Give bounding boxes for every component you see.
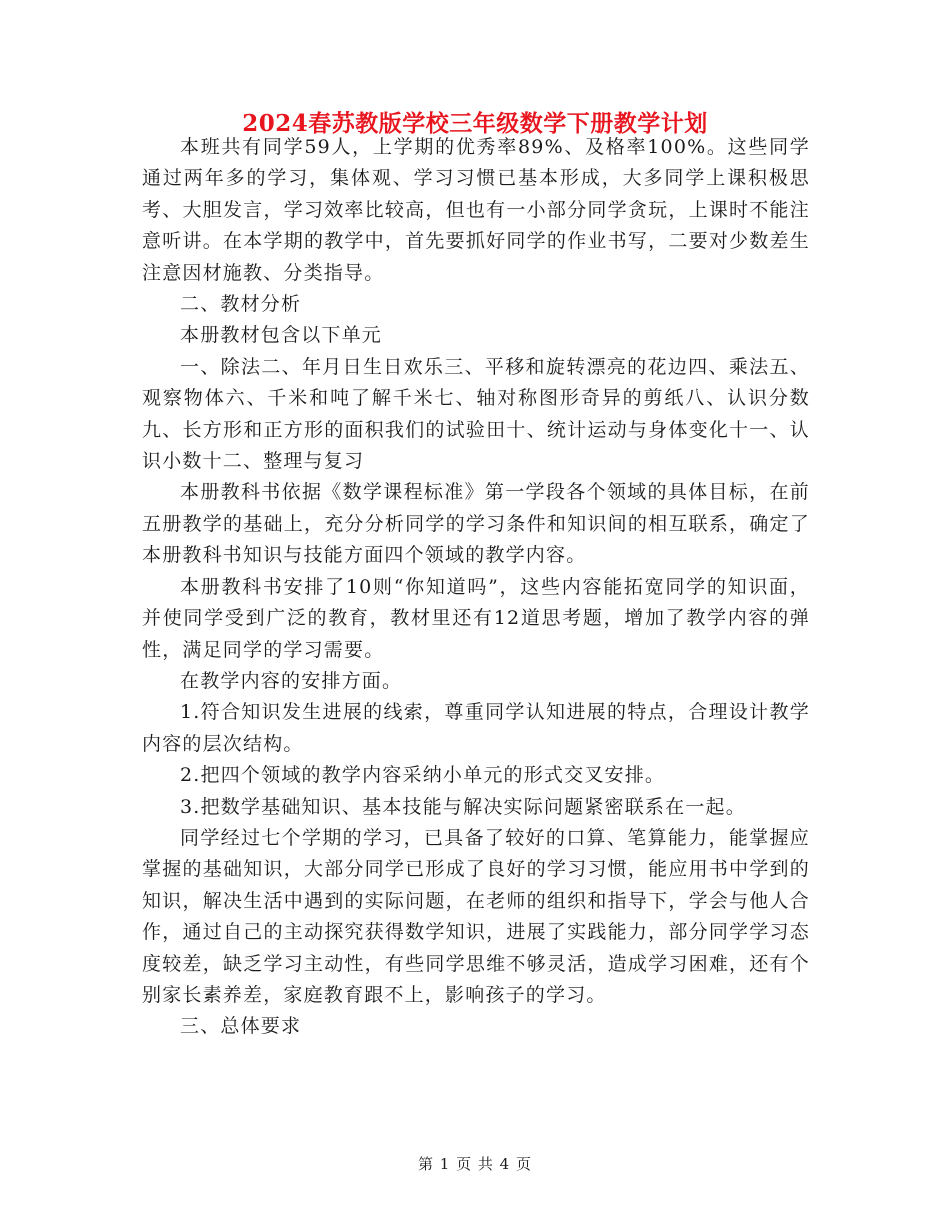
paragraph-student-status: 同学经过七个学期的学习，已具备了较好的口算、笔算能力，能掌握应掌握的基础知识，大部分同学已形成了良好的学习习惯，能应用书中学到的知识，解决生活中遇到的实际问题，在老师的组织和指导下，学会与他人合作，通过自己的主动探究获得数学知识，进展了实践能力，部分同学学习态度较差，缺乏学习主动性，有些同学思维不够灵活，造成学习困难，还有个别家长素养差，家庭教育跟不上，影响孩子的学习。 (142, 826, 810, 1006)
paragraph-units-intro: 本册教材包含以下单元 (180, 324, 383, 347)
list-item-3: 3.把数学基础知识、基本技能与解决实际问题紧密联系在一起。 (180, 795, 746, 818)
heading-textbook-analysis: 二、教材分析 (180, 293, 302, 316)
page-footer: 第 1 页 共 4 页 (418, 1155, 532, 1173)
paragraph-unit-list: 一、除法二、年月日生日欢乐三、平移和旋转漂亮的花边四、乘法五、观察物体六、千米和吨了解千米七、轴对称图形奇异的剪纸八、认识分数九、长方形和正方形的面积我们的试验田十、统计运动与身体变化十一、认识小数十二、整理与复习 (142, 355, 810, 473)
list-item-2: 2.把四个领域的教学内容采纳小单元的形式交叉安排。 (180, 764, 666, 787)
paragraph-curriculum-basis: 本册教科书依据《数学课程标准》第一学段各个领域的具体目标，在前五册教学的基础上，充分分析同学的学习条件和知识间的相互联系，确定了本册教科书知识与技能方面四个领域的教学内容。 (142, 481, 810, 567)
list-item-1: 1.符合知识发生进展的线索，尊重同学认知进展的特点，合理设计教学内容的层次结构。 (142, 701, 810, 755)
paragraph-do-you-know: 本册教科书安排了10则“你知道吗”，这些内容能拓宽同学的知识面，并使同学受到广泛的教育，教材里还有12道思考题，增加了教学内容的弹性，满足同学的学习需要。 (142, 575, 810, 661)
paragraph-arrangement-intro: 在教学内容的安排方面。 (180, 669, 403, 692)
document-title: 2024春苏教版学校三年级数学下册教学计划 (242, 110, 708, 137)
document-body (142, 132, 810, 1043)
paragraph-class-overview: 本班共有同学59人，上学期的优秀率89%、及格率100%。这些同学通过两年多的学习，集体观、学习习惯已基本形成，大多同学上课积极思考、大胆发言，学习效率比较高，但也有一小部分同学贪玩，上课时不能注意听讲。在本学期的教学中，首先要抓好同学的作业书写，二要对少数差生注意因材施教、分类指导。 (142, 136, 810, 284)
heading-overall-requirements: 三、总体要求 (180, 1015, 302, 1038)
